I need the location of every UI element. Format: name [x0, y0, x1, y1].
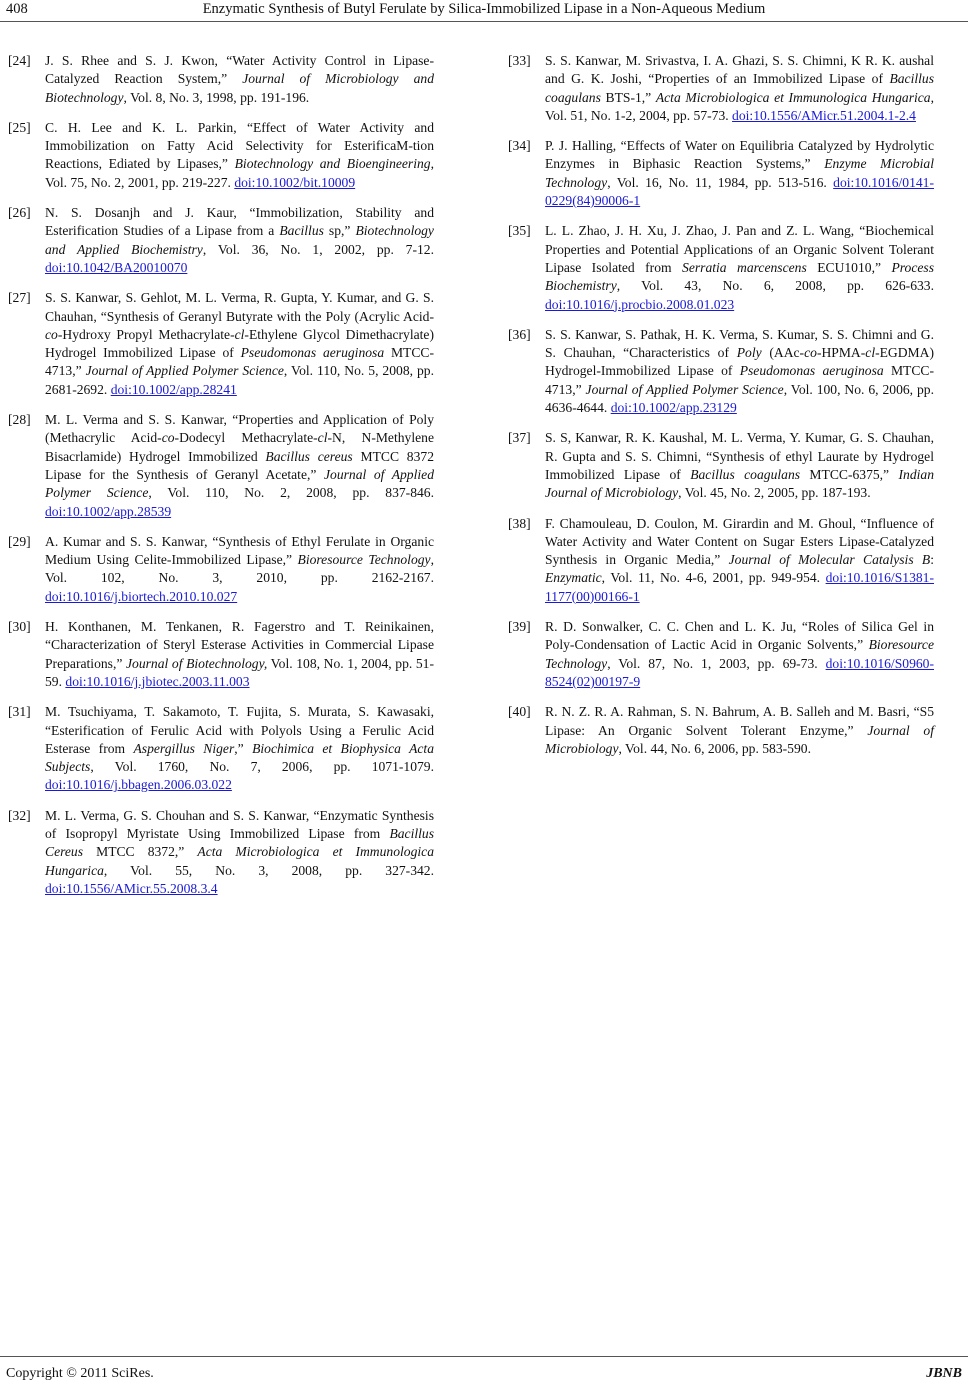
- doi-link[interactable]: doi:10.1002/app.28241: [110, 381, 237, 397]
- reference-entry: [8, 533, 434, 606]
- reference-number: [37]: [508, 430, 531, 446]
- text-run: R. N. Z. R. A. Rahman, S. N. Bahrum, A. B. Salleh and M. Basri, “S5 Lipase: An Organic Solvent Tolerant Enzyme,”: [545, 704, 934, 738]
- reference-text: [545, 327, 934, 415]
- text-run: J. S. Rhee and S. J. Kwon, “Water Activity Control in Lipase-Catalyzed Reaction System,”: [45, 53, 434, 87]
- italic-text: cl: [865, 345, 876, 361]
- reference-number: [25]: [8, 119, 31, 135]
- text-run: R. D. Sonwalker, C. C. Chen and L. K. Ju, “Roles of Silica Gel in Poly-Condensation of Lactic Acid in Organic Solvents,”: [545, 619, 934, 653]
- italic-text: Serratia marcenscens: [682, 259, 807, 275]
- text-run: -EGDMA) Hydrogel-Immobilized Lipase of: [545, 345, 934, 379]
- reference-number: [27]: [8, 290, 31, 306]
- reference-number: [32]: [8, 807, 31, 823]
- reference-entry: [508, 515, 934, 606]
- text-run: :: [930, 552, 934, 568]
- page-footer: [0, 1356, 968, 1386]
- doi-link[interactable]: doi:10.1016/j.bbagen.2006.03.022: [45, 777, 232, 793]
- italic-text: Journal of Molecular Catalysis B: [728, 552, 931, 568]
- text-run: A. Kumar and S. S. Kanwar, “Synthesis of Ethyl Ferulate in Organic Medium Using Celite-Immobilized Lipase,”: [45, 533, 434, 568]
- reference-entry: [8, 618, 434, 691]
- text-run: ECU1010,”: [806, 259, 892, 275]
- italic-text: Aspergillus Niger: [133, 740, 235, 756]
- reference-text: [545, 430, 934, 500]
- reference-text: [545, 704, 934, 756]
- text-run: , Vol. 51, No. 1-2, 2004, pp. 57-73.: [545, 89, 934, 123]
- doi-link[interactable]: doi:10.1002/app.23129: [610, 400, 737, 416]
- text-run: -Hydroxy Propyl Methacrylate-: [57, 326, 235, 342]
- text-run: , Vol. 45, No. 2, 2005, pp. 187-193.: [678, 485, 871, 501]
- copyright-notice: Copyright © 2011 SciRes.: [6, 1366, 154, 1381]
- text-run: -HPMA-: [816, 345, 866, 361]
- reference-number: [33]: [508, 53, 531, 68]
- reference-number: [35]: [508, 223, 531, 239]
- doi-link[interactable]: doi:10.1556/AMicr.55.2008.3.4: [45, 880, 218, 896]
- references-right-column: [508, 52, 934, 770]
- text-run: , Vol. 55, No. 3, 2008, pp. 327-342.: [103, 862, 434, 878]
- reference-entry: [508, 326, 934, 417]
- reference-entry: [8, 807, 434, 898]
- reference-number: [31]: [8, 704, 31, 720]
- doi-link[interactable]: doi:10.1016/0141-0229(84)90006-1: [545, 174, 934, 209]
- reference-number: [36]: [508, 326, 531, 342]
- italic-text: co: [45, 326, 58, 342]
- text-run: ,”: [234, 740, 253, 756]
- reference-text: [545, 223, 934, 311]
- reference-number: [38]: [508, 515, 531, 531]
- text-run: , Vol. 75, No. 2, 2001, pp. 219-227.: [45, 156, 434, 190]
- doi-link[interactable]: doi:10.1002/bit.10009: [234, 174, 356, 190]
- italic-text: Journal of Biotechnology,: [126, 655, 268, 671]
- text-run: , Vol. 44, No. 6, 2006, pp. 583-590.: [618, 740, 811, 756]
- text-run: , Vol. 110, No. 2, 2008, pp. 837-846.: [148, 485, 434, 501]
- italic-text: Biotechnology and Applied Biochemistry: [45, 223, 434, 257]
- italic-text: cl: [317, 430, 328, 446]
- reference-text: [45, 534, 434, 604]
- text-run: (AAc-: [761, 345, 805, 361]
- reference-entry: [508, 52, 934, 125]
- text-run: MTCC 8372 Lipase for the Synthesis of Geranyl Acetate,”: [45, 448, 434, 482]
- doi-link[interactable]: doi:10.1016/j.jbiotec.2003.11.003: [65, 673, 250, 689]
- reference-text: [45, 704, 434, 792]
- italic-text: Bacillus cereus: [265, 448, 353, 464]
- italic-text: co: [804, 345, 817, 361]
- text-run: BTS-1,”: [600, 89, 656, 105]
- text-run: , Vol. 16, No. 11, 1984, pp. 513-516.: [607, 174, 834, 190]
- reference-entry: [508, 429, 934, 502]
- text-run: Vol. 108, No. 1, 2004, pp. 51-59.: [45, 655, 435, 689]
- reference-text: [545, 138, 934, 208]
- page-number: 408: [6, 1, 28, 17]
- italic-text: Pseudomonas aeruginosa: [240, 345, 385, 361]
- references-left-column: [8, 52, 434, 910]
- text-run: MTCC-4713,”: [45, 345, 435, 379]
- doi-link[interactable]: doi:10.1016/j.procbio.2008.01.023: [545, 296, 735, 312]
- reference-text: [45, 412, 434, 518]
- italic-text: Bacillus: [279, 223, 324, 239]
- doi-link[interactable]: doi:10.1002/app.28539: [45, 503, 172, 519]
- footer-rule: [0, 1356, 968, 1357]
- italic-text: Poly: [736, 345, 762, 361]
- italic-text: Process Biochemistry: [545, 259, 934, 294]
- text-run: S. S, Kanwar, R. K. Kaushal, M. L. Verma, Y. Kumar, G. S. Chauhan, R. Gupta and S. S. Chimni, “Synthesis of ethyl Laurate by Hydrogel Immobilized Lipase of: [545, 430, 934, 482]
- text-run: , Vol. 1760, No. 7, 2006, pp. 1071-1079.: [90, 759, 434, 775]
- text-run: -Ethylene Glycol Dimethacrylate) Hydrogel Immobilized Lipase of: [45, 326, 434, 361]
- reference-entry: [508, 222, 934, 313]
- text-run: F. Chamouleau, D. Coulon, M. Girardin and M. Ghoul, “Influence of Water Activity and Water Content on Sugar Esters Lipase-Catalyzed Synthesis in Organic Media,”: [545, 515, 934, 568]
- reference-number: [29]: [8, 533, 31, 549]
- running-title: Enzymatic Synthesis of Butyl Ferulate by Silica-Immobilized Lipase in a Non-Aqueous Medium: [202, 1, 766, 17]
- text-run: S. S. Kanwar, S. Pathak, H. K. Verma, S. Kumar, S. S. Chimni and G. S. Chauhan, “Characteristics of: [545, 326, 934, 361]
- italic-text: cl: [234, 326, 245, 342]
- reference-entry: [8, 411, 434, 521]
- italic-text: Bioresource Technology: [297, 552, 431, 568]
- text-run: C. H. Lee and K. L. Parkin, “Effect of Water Activity and Immobilization on Fatty Acid Selectivity for EsterificaM-tion Reactions, Ediated by Lipases,”: [45, 119, 434, 172]
- text-run: M. L. Verma and S. S. Kanwar, “Properties and Application of Poly (Methacrylic Acid-: [45, 412, 434, 446]
- reference-number: [30]: [8, 619, 31, 635]
- doi-link[interactable]: doi:10.1042/BA20010070: [45, 259, 188, 275]
- reference-number: [26]: [8, 205, 31, 221]
- page-header: [0, 0, 968, 22]
- text-run: M. Tsuchiyama, T. Sakamoto, T. Fujita, S. Murata, S. Kawasaki, “Esterification of Ferulic Acid with Polyols Using a Ferulic Acid Esterase from: [45, 704, 434, 756]
- text-run: M. L. Verma, G. S. Chouhan and S. S. Kanwar, “Enzymatic Synthesis of Isopropyl Myristate Using Immobilized Lipase from: [45, 807, 434, 841]
- reference-entry: [508, 703, 934, 758]
- text-run: , Vol. 43, No. 6, 2008, pp. 626-633.: [616, 278, 934, 294]
- text-run: S. S. Kanwar, S. Gehlot, M. L. Verma, R. Gupta, Y. Kumar, and G. S. Chauhan, “Synthesis of Geranyl Butyrate with the Poly (Acrylic Acid-: [45, 290, 434, 324]
- doi-link[interactable]: doi:10.1016/S1381-1177(00)00166-1: [545, 570, 934, 604]
- italic-text: Bioresource Technology: [545, 637, 934, 671]
- italic-text: Journal of Microbiology and Biotechnology: [45, 71, 434, 105]
- italic-text: Acta Microbiologica et Immunologica Hungarica: [45, 844, 434, 878]
- text-run: , Vol. 87, No. 1, 2003, pp. 69-73.: [607, 655, 826, 671]
- italic-text: Bacillus coagulans: [545, 71, 934, 105]
- text-run: , Vol. 100, No. 6, 2006, pp. 4636-4644.: [545, 381, 934, 416]
- reference-number: [34]: [508, 138, 531, 154]
- text-run: MTCC-6375,”: [800, 466, 899, 482]
- text-run: H. Konthanen, M. Tenkanen, R. Fagerstro and T. Reinikainen, “Characterization of Steryl Esterase Activities in Commercial Lipase Preparations,”: [45, 619, 434, 671]
- text-run: , Vol. 110, No. 5, 2008, pp. 2681-2692.: [45, 363, 434, 397]
- reference-text: [45, 53, 434, 105]
- text-run: , Vol. 102, No. 3, 2010, pp. 2162-2167.: [45, 552, 434, 586]
- text-run: P. J. Halling, “Effects of Water on Equilibria Catalyzed by Hydrolytic Enzymes in Biphasic Reaction Systems,”: [545, 138, 934, 172]
- reference-number: [24]: [8, 53, 31, 68]
- italic-text: Biotechnology and Bioengineering: [234, 156, 431, 172]
- reference-text: [45, 808, 434, 896]
- doi-link[interactable]: doi:10.1016/j.biortech.2010.10.027: [45, 588, 238, 604]
- italic-text: Indian Journal of Microbiology: [545, 466, 934, 501]
- reference-entry: [8, 289, 434, 399]
- italic-text: Bacillus Cereus: [45, 825, 434, 860]
- reference-text: [545, 619, 934, 689]
- reference-number: [28]: [8, 412, 31, 428]
- reference-text: [45, 205, 434, 275]
- text-run: , Vol. 11, No. 4-6, 2001, pp. 949-954.: [601, 570, 826, 586]
- reference-entry: [8, 119, 434, 192]
- text-run: L. L. Zhao, J. H. Xu, J. Zhao, J. Pan and Z. L. Wang, “Biochemical Properties and Potential Applications of an Organic Solvent Tolerant Lipase Isolated from: [545, 223, 934, 275]
- header-rule: [0, 21, 968, 22]
- italic-text: Journal of Applied Polymer Science: [45, 466, 434, 501]
- text-run: N. S. Dosanjh and J. Kaur, “Immobilization, Stability and Esterification Studies of a Lipase from a: [45, 205, 434, 239]
- italic-text: Journal of Applied Polymer Science: [585, 381, 784, 397]
- reference-entry: [8, 703, 434, 794]
- doi-link[interactable]: doi:10.1016/S0960-8524(02)00197-9: [545, 655, 934, 689]
- reference-entry: [8, 204, 434, 277]
- italic-text: Pseudomonas aeruginosa: [739, 363, 884, 379]
- italic-text: Enzyme Microbial Technology: [545, 156, 934, 190]
- reference-number: [39]: [508, 619, 531, 635]
- reference-text: [45, 619, 434, 689]
- reference-entry: [508, 137, 934, 210]
- reference-text: [545, 516, 934, 604]
- text-run: -Dodecyl Methacrylate-: [174, 430, 318, 446]
- text-run: S. S. Kanwar, M. Srivastva, I. A. Ghazi, S. S. Chimni, K R. K. aushal and G. K. Joshi, “Properties of an Immobilized Lipase of: [545, 53, 934, 87]
- reference-entry: [8, 52, 434, 107]
- reference-entry: [508, 618, 934, 691]
- text-run: , Vol. 8, No. 3, 1998, pp. 191-196.: [123, 89, 310, 105]
- italic-text: Acta Microbiologica et Immunologica Hungarica: [655, 89, 931, 105]
- reference-text: [45, 290, 434, 396]
- italic-text: Biochimica et Biophysica Acta Subjects: [45, 740, 434, 775]
- italic-text: co: [161, 430, 175, 446]
- italic-text: Bacillus coagulans: [690, 466, 801, 482]
- italic-text: Journal of Microbiology: [545, 722, 934, 756]
- journal-abbreviation: JBNB: [926, 1366, 962, 1381]
- text-run: , Vol. 36, No. 1, 2002, pp. 7-12.: [202, 241, 435, 257]
- text-run: -N, N-Methylene Bisacrlamide) Hydrogel Immobilized: [45, 430, 434, 464]
- doi-link[interactable]: doi:10.1556/AMicr.51.2004.1-2.4: [732, 107, 916, 123]
- text-run: MTCC-4713,”: [545, 363, 934, 397]
- text-run: sp,”: [323, 223, 356, 239]
- reference-text: [45, 120, 434, 190]
- reference-number: [40]: [508, 704, 531, 720]
- text-run: MTCC 8372,”: [83, 844, 198, 860]
- italic-text: Enzymatic: [545, 570, 602, 586]
- italic-text: Journal of Applied Polymer Science: [85, 363, 284, 379]
- reference-text: [545, 53, 934, 123]
